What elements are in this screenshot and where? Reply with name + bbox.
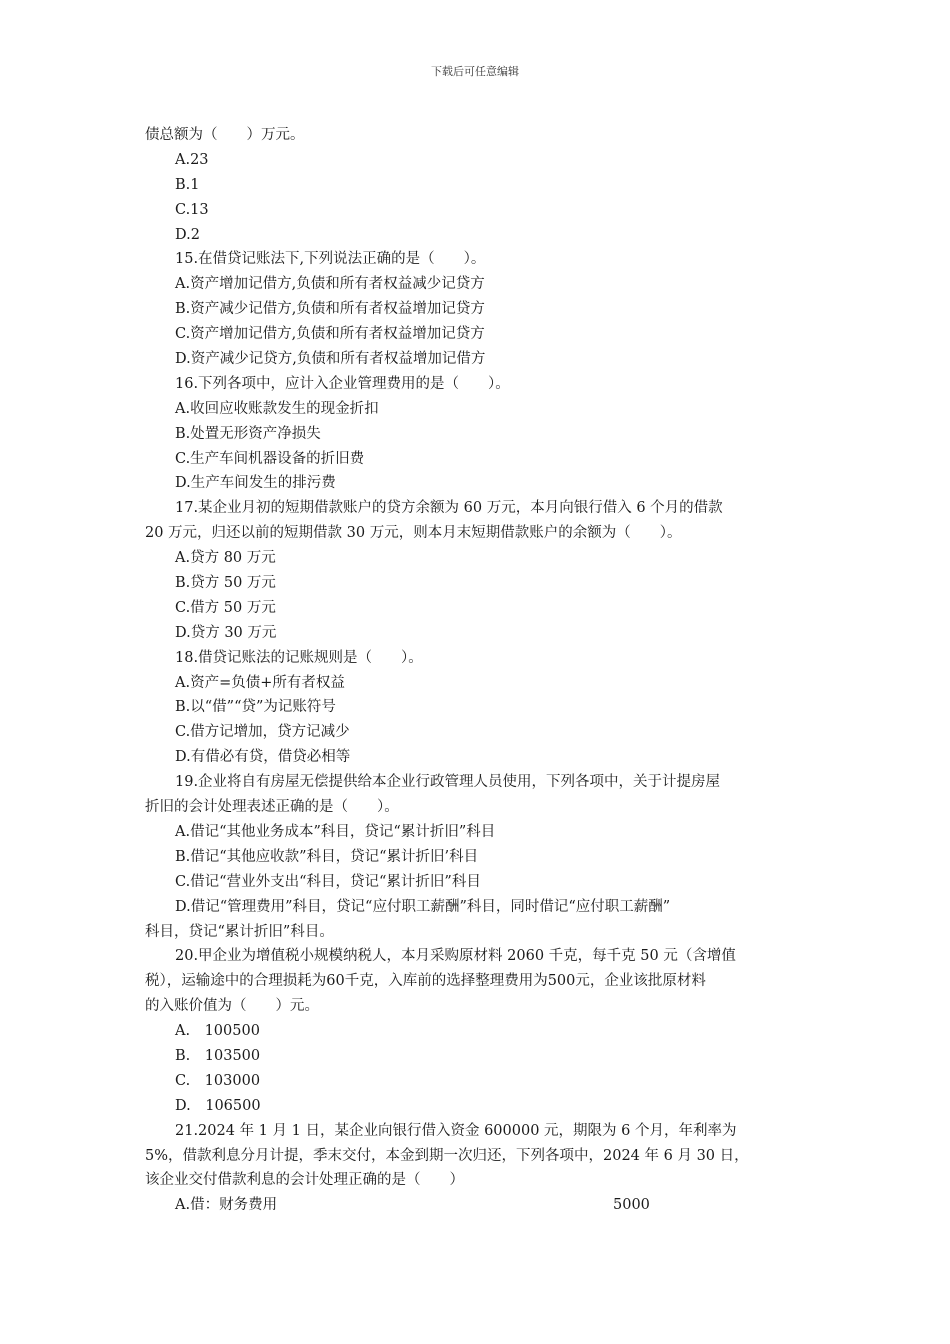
text-line: C.借方记增加，贷方记减少 — [175, 724, 350, 741]
text-line: 16.下列各项中，应计入企业管理费用的是（ ）。 — [175, 375, 510, 392]
text-line: 15.在借贷记账法下,下列说法正确的是（ ）。 — [175, 251, 486, 268]
text-line: A. 100500 — [175, 1023, 260, 1040]
text-line: 21.2024 年 1 月 1 日，某企业向银行借入资金 600000 元，期限为 6 个月，年利率为 — [175, 1122, 737, 1139]
text-line: 5%，借款利息分月计提，季末交付，本金到期一次归还，下列各项中，2024 年 6 月 30 日， — [145, 1147, 749, 1164]
text-line: D. 106500 — [175, 1097, 261, 1114]
text-line: D.2 — [175, 226, 200, 243]
text-line: B.处置无形资产净损失 — [175, 425, 321, 442]
text-line: 折旧的会计处理表述正确的是（ ）。 — [145, 799, 399, 816]
text-line: A.借记“其他业务成本”科目，贷记“累计折旧”科目 — [175, 823, 496, 840]
text-line: D.借记“管理费用”科目，贷记“应付职工薪酬”科目，同时借记“应付职工薪酬” — [175, 898, 671, 915]
text-line: 科目，贷记“累计折旧”科目。 — [145, 923, 334, 940]
text-line: 20.甲企业为增值税小规模纳税人，本月采购原材料 2060 千克，每千克 50 元（含增值 — [175, 948, 736, 965]
text-line: 19.企业将自有房屋无偿提供给本企业行政管理人员使用，下列各项中，关于计提房屋 — [175, 774, 721, 791]
text-line: C. 103000 — [175, 1072, 261, 1089]
text-line: C.借方 50 万元 — [175, 599, 276, 616]
text-line: D.资产减少记贷方,负债和所有者权益增加记借方 — [175, 351, 486, 368]
text-line: 17.某企业月初的短期借款账户的贷方余额为 60 万元，本月向银行借入 6 个月的借款 — [175, 500, 723, 517]
journal-entry-amount: 5000 — [613, 1197, 650, 1214]
text-line: C.借记“营业外支出“科目，贷记“累计折旧”科目 — [175, 873, 481, 890]
text-line: 20 万元，归还以前的短期借款 30 万元，则本月末短期借款账户的余额为（ ）。 — [145, 525, 682, 542]
text-line: A.23 — [175, 151, 209, 168]
text-line: 债总额为（ ）万元。 — [145, 127, 305, 143]
text-line: 的入账价值为（ ）元。 — [145, 998, 319, 1015]
text-line: 该企业交付借款利息的会计处理正确的是（ ） — [145, 1172, 464, 1189]
text-line: A.收回应收账款发生的现金折扣 — [175, 400, 379, 417]
text-line: A.贷方 80 万元 — [175, 550, 276, 567]
text-line: 18.借贷记账法的记账规则是（ ）。 — [175, 649, 423, 666]
journal-entry-label: A.借：财务费用 — [175, 1197, 278, 1214]
text-line: B.1 — [175, 176, 200, 193]
text-line: C.生产车间机器设备的折旧费 — [175, 450, 365, 467]
text-line: C.13 — [175, 201, 209, 218]
text-line: C.资产增加记借方,负债和所有者权益增加记贷方 — [175, 326, 485, 343]
text-line: B.资产减少记借方,负债和所有者权益增加记贷方 — [175, 301, 485, 318]
text-line: A.资产增加记借方,负债和所有者权益减少记贷方 — [175, 276, 485, 293]
text-line: D.贷方 30 万元 — [175, 624, 277, 641]
text-line: B.借记“其他应收款”科目，贷记“累计折旧’科目 — [175, 848, 479, 865]
text-line: D.有借必有贷，借贷必相等 — [175, 749, 351, 766]
text-line: 税），运输途中的合理损耗为60千克，入库前的选择整理费用为500元，企业该批原材料 — [145, 973, 706, 990]
document-body — [145, 123, 810, 1218]
page-header: 下载后可任意编辑 — [431, 65, 519, 78]
text-line: B. 103500 — [175, 1047, 261, 1064]
journal-entry-line — [145, 1193, 810, 1218]
text-line: B.以“借”“贷”为记账符号 — [175, 699, 336, 716]
text-line: A.资产=负债+所有者权益 — [175, 674, 345, 691]
text-line: B.贷方 50 万元 — [175, 575, 276, 592]
text-line: D.生产车间发生的排污费 — [175, 475, 336, 492]
